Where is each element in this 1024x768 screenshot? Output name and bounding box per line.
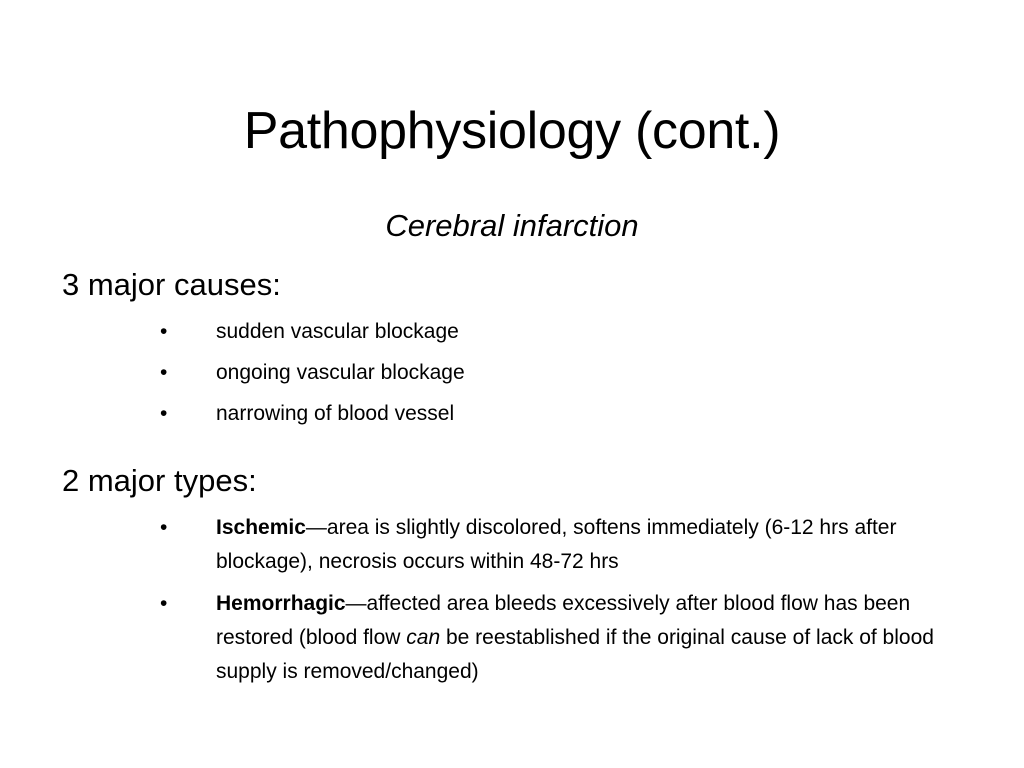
bullet-icon: • [160,516,168,539]
type-description [216,587,960,689]
types-list [160,511,960,697]
list-item [160,511,960,579]
type-text: be reestablished if the original cause of lack of blood supply is removed/changed) [216,626,934,683]
list-item [160,587,960,689]
type-text: —area is slightly discolored, softens immediately (6-12 hrs after blockage), necrosis occurs within 48-72 hrs [216,516,897,573]
type-term: Ischemic [216,516,306,539]
bullet-icon: • [160,361,168,384]
causes-heading: 3 major causes: [62,267,281,302]
bullet-icon: • [160,320,168,343]
slide-subtitle: Cerebral infarction [385,208,639,243]
cause-text: narrowing of blood vessel [216,402,455,425]
bullet-icon: • [160,592,168,615]
causes-list [160,315,960,438]
bullet-icon: • [160,402,168,425]
cause-text: ongoing vascular blockage [216,361,465,384]
type-description [216,511,960,579]
type-term: Hemorrhagic [216,592,346,615]
type-text: —affected area bleeds excessively after blood flow has been restored (blood flow [216,592,911,649]
list-item [160,397,960,438]
cause-text: sudden vascular blockage [216,320,459,343]
list-item [160,356,960,397]
types-heading: 2 major types: [62,463,257,498]
list-item [160,315,960,356]
emphasis-text: can [406,626,441,649]
slide-title: Pathophysiology (cont.) [243,102,781,160]
